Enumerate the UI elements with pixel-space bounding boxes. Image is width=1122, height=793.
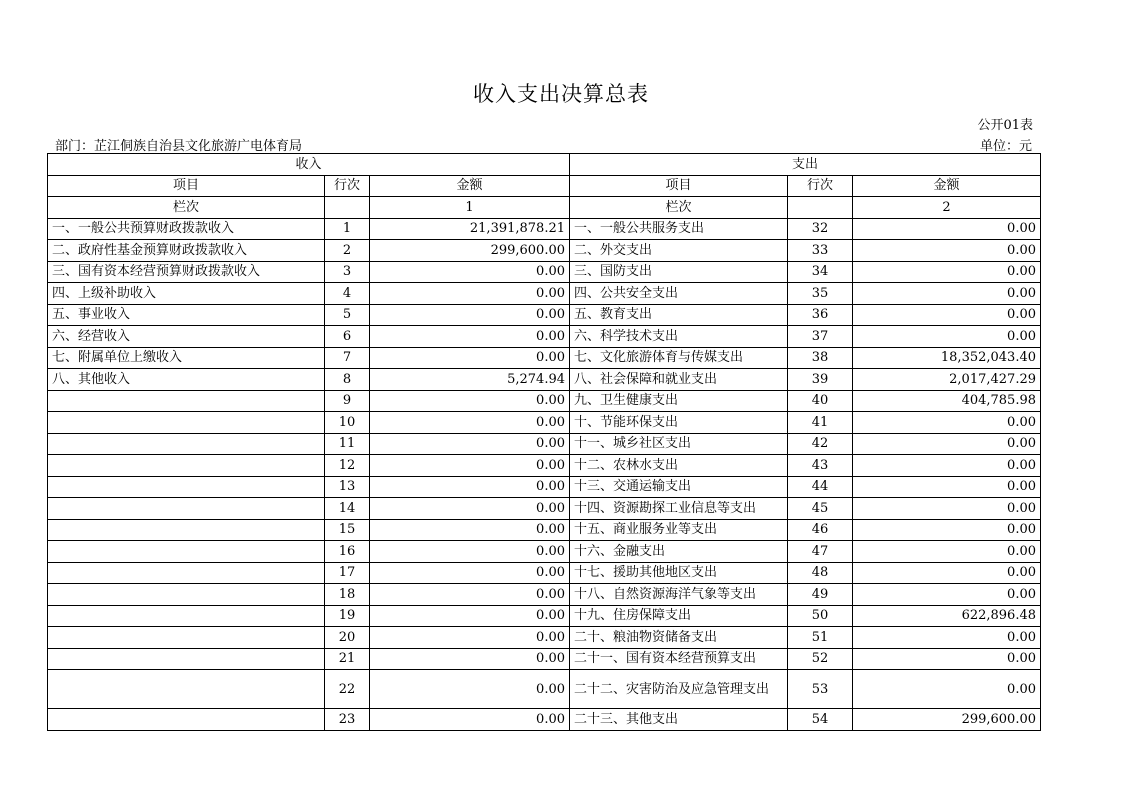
income-line-cell: 12 — [325, 455, 370, 477]
expense-line-cell: 36 — [788, 304, 853, 326]
expense-line-header: 行次 — [788, 175, 853, 197]
income-line-header: 行次 — [325, 175, 370, 197]
income-line-cell: 4 — [325, 283, 370, 305]
income-amount-cell: 0.00 — [370, 283, 570, 305]
income-section-header: 收入 — [48, 154, 570, 176]
income-line-cell: 8 — [325, 369, 370, 391]
expense-amount-cell: 0.00 — [853, 627, 1041, 649]
income-item-cell — [48, 455, 325, 477]
expense-item-cell: 十八、自然资源海洋气象等支出 — [570, 584, 788, 606]
income-amount-cell: 0.00 — [370, 519, 570, 541]
header-row-section — [48, 154, 1041, 176]
income-line-cell: 23 — [325, 709, 370, 731]
income-line-cell: 13 — [325, 476, 370, 498]
expense-line-cell: 38 — [788, 347, 853, 369]
expense-amount-cell: 0.00 — [853, 261, 1041, 283]
expense-line-cell: 40 — [788, 390, 853, 412]
income-amount-cell: 0.00 — [370, 261, 570, 283]
income-line-cell: 2 — [325, 240, 370, 262]
expense-item-cell: 一、一般公共服务支出 — [570, 218, 788, 240]
expense-line-cell: 54 — [788, 709, 853, 731]
expense-section-header: 支出 — [570, 154, 1041, 176]
expense-line-cell: 32 — [788, 218, 853, 240]
income-line-cell: 15 — [325, 519, 370, 541]
income-amount-cell: 299,600.00 — [370, 240, 570, 262]
income-item-cell — [48, 709, 325, 731]
expense-amount-cell: 18,352,043.40 — [853, 347, 1041, 369]
expense-item-cell: 五、教育支出 — [570, 304, 788, 326]
expense-amount-cell: 0.00 — [853, 584, 1041, 606]
expense-item-cell: 四、公共安全支出 — [570, 283, 788, 305]
income-item-cell — [48, 433, 325, 455]
expense-amount-cell: 0.00 — [853, 670, 1041, 709]
income-item-cell: 七、附属单位上缴收入 — [48, 347, 325, 369]
income-amount-cell: 0.00 — [370, 562, 570, 584]
expense-item-cell: 二十二、灾害防治及应急管理支出 — [570, 670, 788, 709]
expense-item-cell: 十六、金融支出 — [570, 541, 788, 563]
expense-line-cell: 35 — [788, 283, 853, 305]
income-item-header: 项目 — [48, 175, 325, 197]
expense-item-header: 项目 — [570, 175, 788, 197]
income-item-cell — [48, 648, 325, 670]
income-amount-cell: 0.00 — [370, 627, 570, 649]
expense-amount-cell: 0.00 — [853, 498, 1041, 520]
income-item-cell — [48, 498, 325, 520]
income-item-cell — [48, 476, 325, 498]
income-amount-cell: 0.00 — [370, 605, 570, 627]
income-amount-cell: 0.00 — [370, 670, 570, 709]
expense-line-index-cell — [788, 197, 853, 219]
income-line-cell: 22 — [325, 670, 370, 709]
expense-amount-cell: 0.00 — [853, 541, 1041, 563]
income-item-cell — [48, 627, 325, 649]
table-row — [48, 670, 1041, 709]
expense-line-cell: 49 — [788, 584, 853, 606]
expense-item-cell: 十一、城乡社区支出 — [570, 433, 788, 455]
expense-amount-cell: 299,600.00 — [853, 709, 1041, 731]
expense-amount-cell: 0.00 — [853, 304, 1041, 326]
expense-item-cell: 十三、交通运输支出 — [570, 476, 788, 498]
header-row-column-index — [48, 197, 1041, 219]
expense-amount-cell: 0.00 — [853, 455, 1041, 477]
expense-amount-cell: 0.00 — [853, 476, 1041, 498]
income-amount-cell: 0.00 — [370, 433, 570, 455]
expense-line-cell: 39 — [788, 369, 853, 391]
income-amount-cell: 0.00 — [370, 304, 570, 326]
income-amount-cell: 0.00 — [370, 390, 570, 412]
page-title: 收入支出决算总表 — [473, 82, 649, 106]
table-row — [48, 304, 1041, 326]
income-amount-cell: 0.00 — [370, 584, 570, 606]
expense-item-cell: 七、文化旅游体育与传媒支出 — [570, 347, 788, 369]
income-line-cell: 21 — [325, 648, 370, 670]
income-amount-header: 金额 — [370, 175, 570, 197]
expense-amount-cell: 0.00 — [853, 433, 1041, 455]
income-amount-cell: 0.00 — [370, 455, 570, 477]
expense-item-cell: 九、卫生健康支出 — [570, 390, 788, 412]
income-line-cell: 18 — [325, 584, 370, 606]
expense-amount-cell: 0.00 — [853, 218, 1041, 240]
table-row — [48, 261, 1041, 283]
income-amount-cell: 0.00 — [370, 347, 570, 369]
expense-column-number: 2 — [853, 197, 1041, 219]
expense-item-cell: 八、社会保障和就业支出 — [570, 369, 788, 391]
income-line-cell: 7 — [325, 347, 370, 369]
expense-item-cell: 十二、农林水支出 — [570, 455, 788, 477]
expense-amount-cell: 0.00 — [853, 562, 1041, 584]
expense-amount-cell: 404,785.98 — [853, 390, 1041, 412]
income-amount-cell: 0.00 — [370, 326, 570, 348]
income-amount-cell: 0.00 — [370, 476, 570, 498]
expense-line-cell: 53 — [788, 670, 853, 709]
expense-line-cell: 34 — [788, 261, 853, 283]
expense-item-cell: 十九、住房保障支出 — [570, 605, 788, 627]
income-item-cell: 五、事业收入 — [48, 304, 325, 326]
expense-amount-cell: 0.00 — [853, 326, 1041, 348]
expense-item-cell: 二、外交支出 — [570, 240, 788, 262]
expense-line-cell: 45 — [788, 498, 853, 520]
expense-line-cell: 44 — [788, 476, 853, 498]
table-row — [48, 541, 1041, 563]
income-line-cell: 3 — [325, 261, 370, 283]
table-row — [48, 433, 1041, 455]
expense-line-cell: 50 — [788, 605, 853, 627]
expense-line-cell: 41 — [788, 412, 853, 434]
expense-line-cell: 37 — [788, 326, 853, 348]
table-row — [48, 369, 1041, 391]
income-item-cell — [48, 390, 325, 412]
form-code: 公开01表 — [977, 118, 1033, 133]
expense-item-cell: 十、节能环保支出 — [570, 412, 788, 434]
income-line-cell: 11 — [325, 433, 370, 455]
table-row — [48, 283, 1041, 305]
table-row — [48, 519, 1041, 541]
table-row — [48, 498, 1041, 520]
income-item-cell: 六、经营收入 — [48, 326, 325, 348]
table-row — [48, 455, 1041, 477]
expense-line-cell: 46 — [788, 519, 853, 541]
expense-item-cell: 三、国防支出 — [570, 261, 788, 283]
table-row — [48, 218, 1041, 240]
table-row — [48, 347, 1041, 369]
table-row — [48, 562, 1041, 584]
expense-amount-header: 金额 — [853, 175, 1041, 197]
income-line-cell: 1 — [325, 218, 370, 240]
income-item-cell — [48, 605, 325, 627]
income-amount-cell: 0.00 — [370, 709, 570, 731]
table-row — [48, 584, 1041, 606]
income-amount-cell: 0.00 — [370, 648, 570, 670]
income-column-number: 1 — [370, 197, 570, 219]
expense-line-cell: 48 — [788, 562, 853, 584]
income-item-cell — [48, 541, 325, 563]
expense-amount-cell: 622,896.48 — [853, 605, 1041, 627]
income-amount-cell: 0.00 — [370, 498, 570, 520]
table-row — [48, 627, 1041, 649]
income-column-label: 栏次 — [48, 197, 325, 219]
table-row — [48, 648, 1041, 670]
income-line-cell: 16 — [325, 541, 370, 563]
expense-line-cell: 51 — [788, 627, 853, 649]
income-amount-cell: 5,274.94 — [370, 369, 570, 391]
income-line-cell: 20 — [325, 627, 370, 649]
income-line-cell: 19 — [325, 605, 370, 627]
expense-line-cell: 52 — [788, 648, 853, 670]
expense-item-cell: 十五、商业服务业等支出 — [570, 519, 788, 541]
income-item-cell: 四、上级补助收入 — [48, 283, 325, 305]
income-line-index-cell — [325, 197, 370, 219]
income-amount-cell: 21,391,878.21 — [370, 218, 570, 240]
income-item-cell — [48, 562, 325, 584]
income-item-cell: 一、一般公共预算财政拨款收入 — [48, 218, 325, 240]
expense-item-cell: 十七、援助其他地区支出 — [570, 562, 788, 584]
income-line-cell: 10 — [325, 412, 370, 434]
expense-item-cell: 十四、资源勘探工业信息等支出 — [570, 498, 788, 520]
expense-line-cell: 43 — [788, 455, 853, 477]
income-item-cell — [48, 670, 325, 709]
income-item-cell — [48, 412, 325, 434]
income-item-cell — [48, 519, 325, 541]
expense-amount-cell: 0.00 — [853, 648, 1041, 670]
income-item-cell: 八、其他收入 — [48, 369, 325, 391]
header-row-columns — [48, 175, 1041, 197]
expense-column-label: 栏次 — [570, 197, 788, 219]
expense-amount-cell: 2,017,427.29 — [853, 369, 1041, 391]
income-item-cell — [48, 584, 325, 606]
table-row — [48, 709, 1041, 731]
expense-amount-cell: 0.00 — [853, 240, 1041, 262]
expense-amount-cell: 0.00 — [853, 283, 1041, 305]
expense-item-cell: 二十一、国有资本经营预算支出 — [570, 648, 788, 670]
table-row — [48, 476, 1041, 498]
expense-item-cell: 二十三、其他支出 — [570, 709, 788, 731]
expense-item-cell: 六、科学技术支出 — [570, 326, 788, 348]
expense-line-cell: 33 — [788, 240, 853, 262]
expense-amount-cell: 0.00 — [853, 412, 1041, 434]
income-amount-cell: 0.00 — [370, 412, 570, 434]
income-line-cell: 9 — [325, 390, 370, 412]
income-item-cell: 二、政府性基金预算财政拨款收入 — [48, 240, 325, 262]
income-line-cell: 5 — [325, 304, 370, 326]
expense-amount-cell: 0.00 — [853, 519, 1041, 541]
table-row — [48, 390, 1041, 412]
income-expense-table — [47, 153, 1041, 731]
table-row — [48, 412, 1041, 434]
unit-label: 单位：元 — [979, 139, 1032, 154]
income-amount-cell: 0.00 — [370, 541, 570, 563]
expense-line-cell: 47 — [788, 541, 853, 563]
table-row — [48, 605, 1041, 627]
table-row — [48, 240, 1041, 262]
income-line-cell: 14 — [325, 498, 370, 520]
expense-line-cell: 42 — [788, 433, 853, 455]
expense-item-cell: 二十、粮油物资储备支出 — [570, 627, 788, 649]
income-line-cell: 17 — [325, 562, 370, 584]
income-item-cell: 三、国有资本经营预算财政拨款收入 — [48, 261, 325, 283]
table-row — [48, 326, 1041, 348]
department-label: 部门：芷江侗族自治县文化旅游广电体育局 — [55, 139, 303, 154]
income-line-cell: 6 — [325, 326, 370, 348]
